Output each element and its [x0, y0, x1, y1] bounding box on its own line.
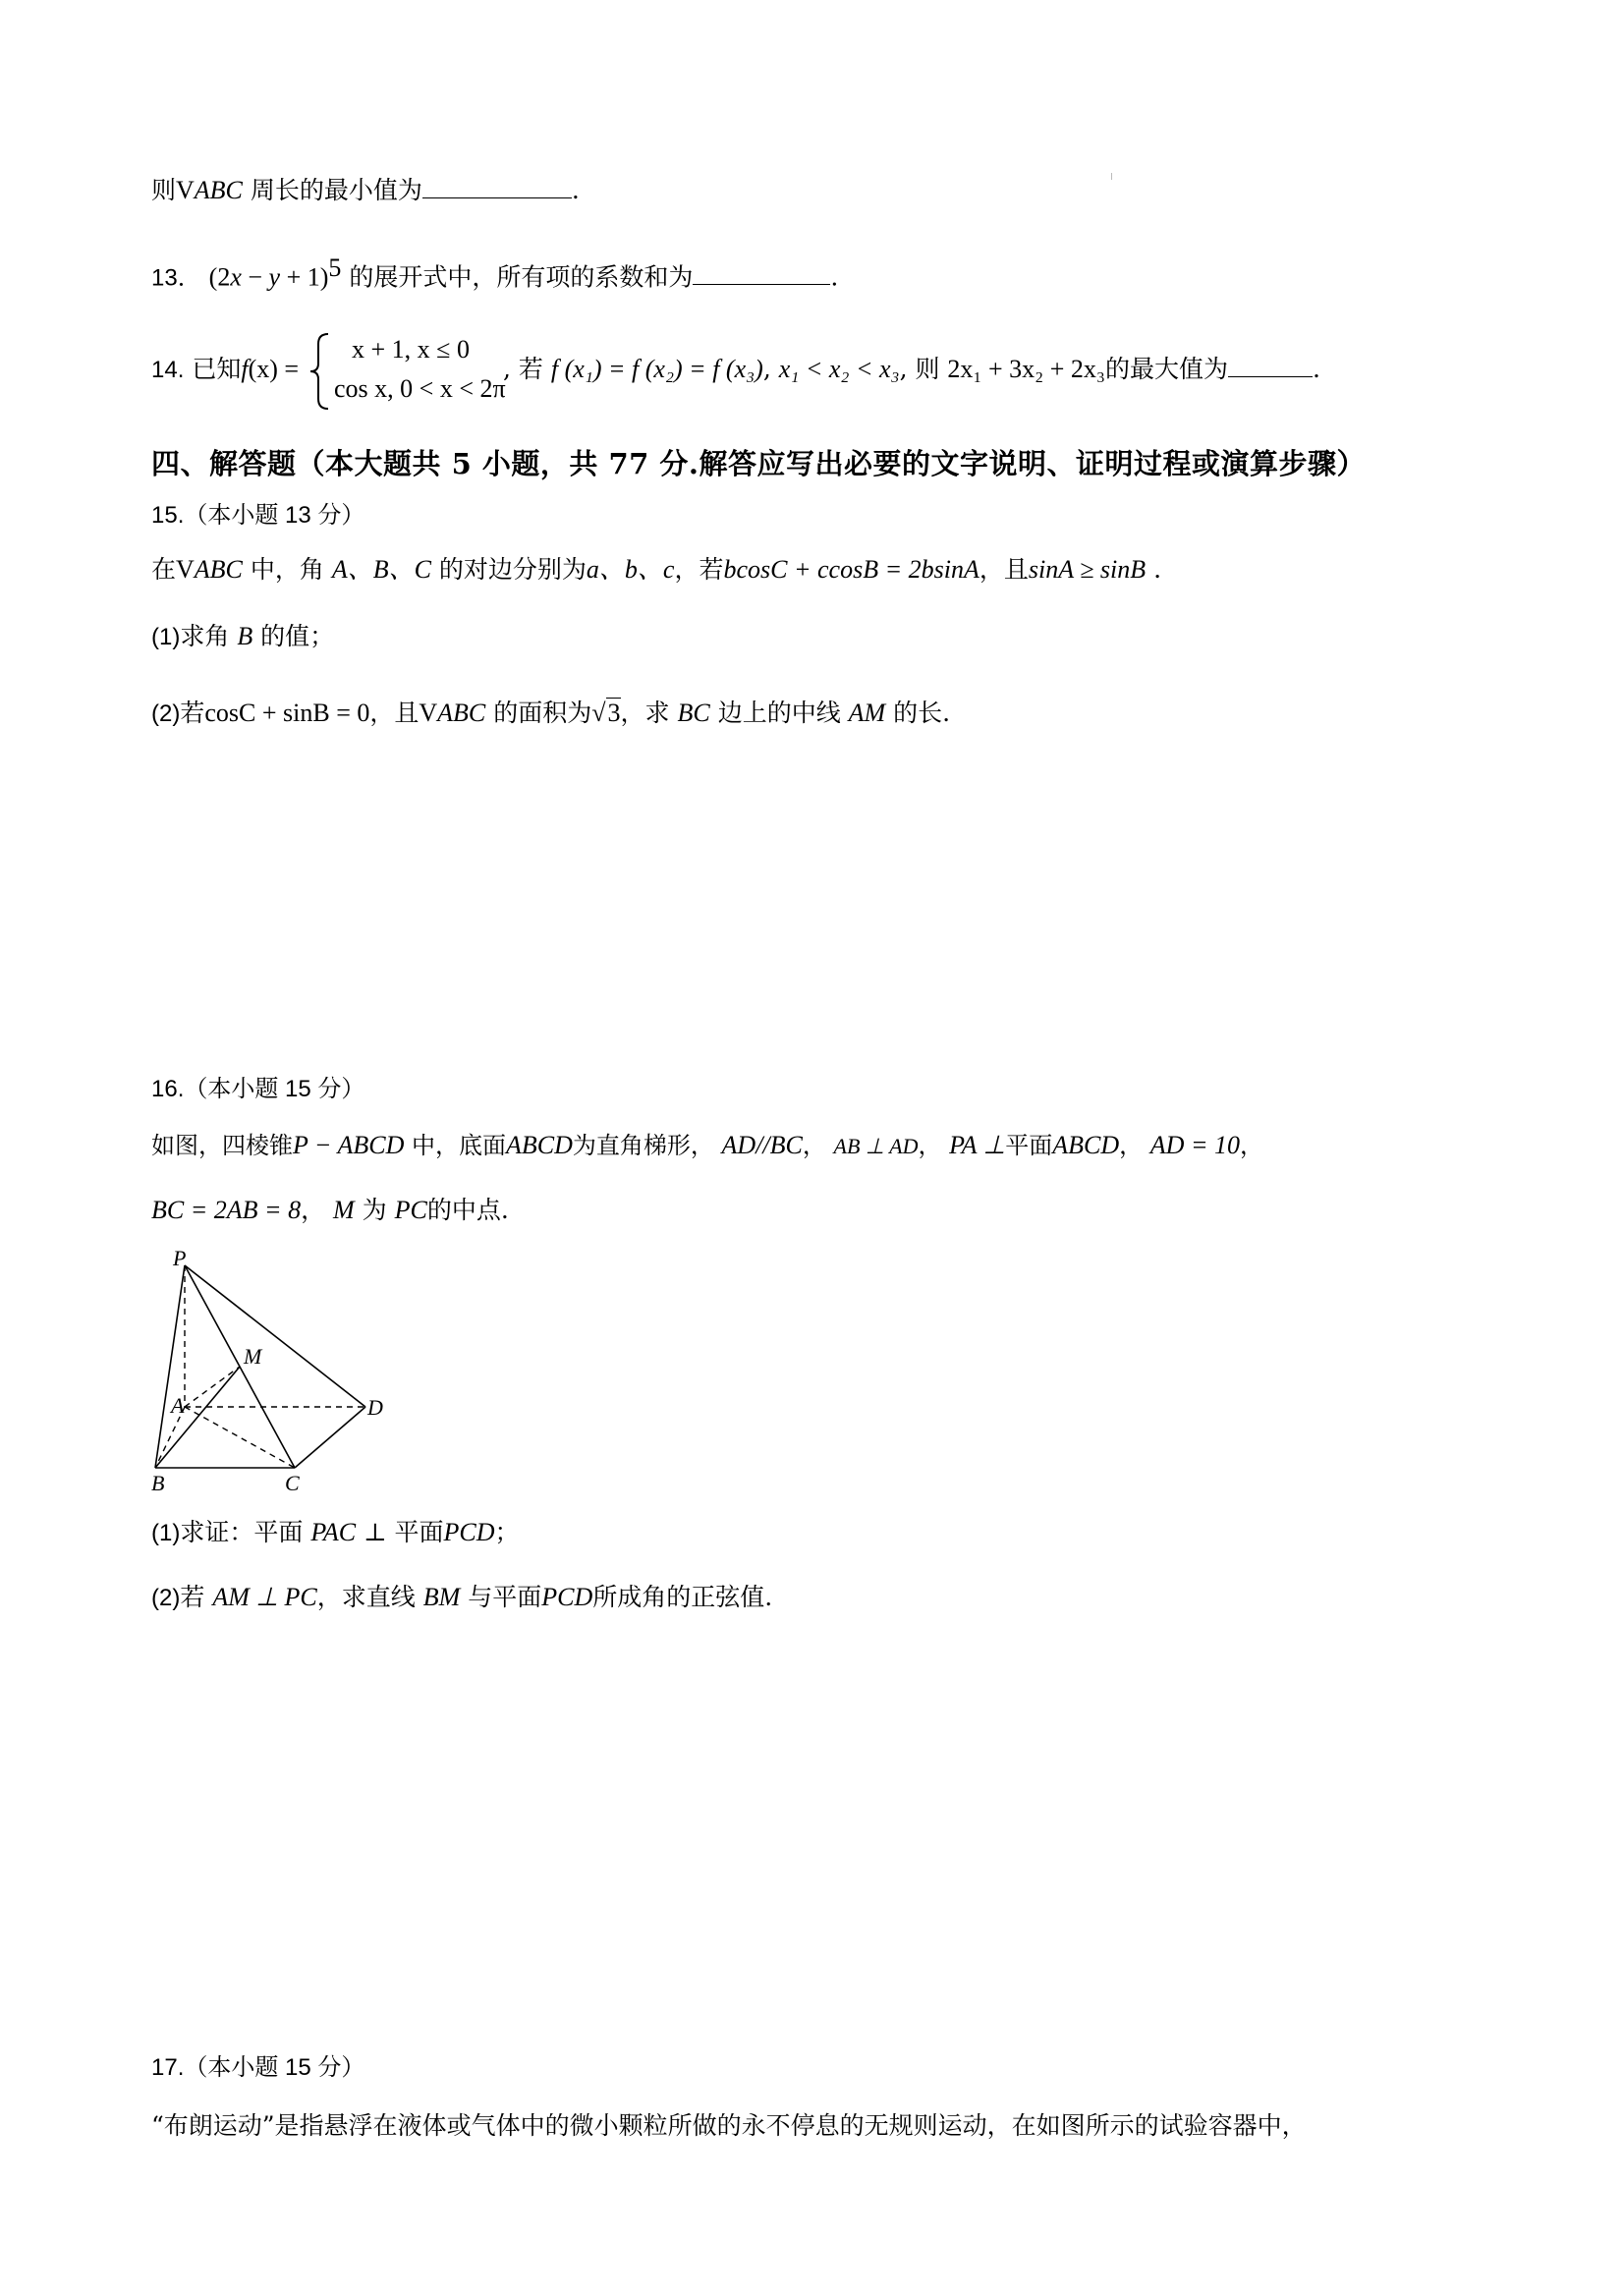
q12-answer-blank[interactable] [422, 174, 572, 198]
q16-p2-label: (2) [151, 1585, 181, 1611]
q16-pc: PC [394, 1196, 427, 1224]
q16-l2-b: 的中点. [426, 1196, 509, 1224]
q14-number: 14. [151, 357, 185, 383]
q16-head: 16.（本小题 15 分） [151, 1076, 365, 1102]
q14-answer-blank[interactable] [1228, 353, 1313, 377]
q15-p2-am: AM [848, 699, 886, 727]
q15-p2-triangle-name: ABC [437, 699, 486, 727]
label-b: B [151, 1471, 165, 1495]
q13-var-x: x [230, 262, 242, 292]
label-d: D [367, 1395, 383, 1420]
label-p: P [173, 1250, 187, 1270]
q15-head: 15.（本小题 13 分） [151, 502, 365, 529]
section-4-heading: 四、解答题（本大题共 5 小题，共 77 分.解答应写出必要的文字说明、证明过程或演算步骤） [151, 447, 1367, 480]
q16-p2-bm: BM [422, 1583, 461, 1611]
q14-equation: f (x₁) = f (x₂) = f (x₃) [550, 355, 763, 383]
q16-pa-perp: PA ⊥ [949, 1131, 1006, 1159]
q16-p1-c: ； [494, 1518, 520, 1546]
q15-heading [151, 497, 364, 533]
q16-plane-pcd: PCD [443, 1518, 495, 1546]
q15-p1-label: (1) [151, 624, 181, 650]
q15-p2-bc: BC [677, 699, 710, 727]
q14-line: 14. 已知f(x) = x + 1, x ≤ 0 cos x, 0 < x < 2π , 若 f (x₁) = f (x₂) = f (x₃), x₁ < x₂ < x₃, 则 2x₁ + 3x₂ + 2x₃的最大值为 . [151, 328, 1320, 413]
q15-p2-a: 若 [180, 699, 205, 727]
label-m: M [244, 1344, 262, 1369]
q15-angles: A、B、C [331, 555, 431, 584]
scan-mark [1111, 173, 1112, 180]
q13-exponent: 5 [328, 253, 342, 282]
edge-cd [295, 1407, 365, 1468]
segment-am-dashed [185, 1367, 240, 1407]
q14-case-1: x + 1, x ≤ 0 [352, 334, 470, 364]
q16-pyramid: P − ABCD [293, 1131, 405, 1159]
q16-p1-label: (1) [151, 1520, 181, 1546]
label-a: A [171, 1393, 185, 1418]
q15-stem-d: ，若 [674, 555, 724, 584]
q16-p2-c: 与平面 [468, 1583, 542, 1611]
q15-p2-b: ，且 [369, 699, 420, 727]
q16-p2-b: ，求直线 [316, 1583, 416, 1611]
q16-m: M [333, 1196, 355, 1224]
q13-answer-blank[interactable] [693, 260, 830, 285]
q13-plus-one: + 1) [280, 262, 329, 292]
q16-p2-pcd: PCD [541, 1583, 593, 1611]
q14-order: x₁ < x₂ < x₃ [778, 355, 900, 383]
q15-triangle-name: ABC [194, 555, 243, 584]
q12-text: 周长的最小值为 [250, 176, 422, 204]
brace-icon [307, 330, 332, 413]
pyramid-figure [147, 1250, 403, 1505]
q15-p2-sqrt: √3 [591, 699, 621, 727]
q16-base: ABCD [506, 1131, 573, 1159]
q13-var-y: y [268, 262, 281, 292]
q16-p1-a: 求证：平面 [180, 1518, 304, 1546]
q16-l1-b: 中，底面 [412, 1132, 507, 1159]
q16-perpendicular: AB ⊥ AD [833, 1134, 919, 1158]
q14-if: , 若 [503, 355, 543, 383]
q15-p1-c: 的值； [260, 622, 335, 650]
q14-lead: 已知 [192, 355, 242, 383]
q15-sides: a、b、c [586, 555, 675, 584]
q15-p2-f: 的长. [893, 699, 951, 727]
q16-heading [151, 1071, 364, 1107]
q15-end: . [1153, 555, 1162, 584]
q15-p2-label: (2) [151, 700, 181, 727]
q15-p2-e: 边上的中线 [717, 699, 841, 727]
q16-l2-a: 为 [362, 1196, 387, 1224]
q17-l1: “布朗运动”是指悬浮在液体或气体中的微小颗粒所做的永不停息的无规则运动，在如图所示的试验容器中， [151, 2111, 1307, 2140]
edge-pd [185, 1265, 365, 1407]
q15-inequality: sinA ≥ sinB [1028, 555, 1147, 584]
q15-part-2 [151, 696, 950, 732]
q16-l1-c: 为直角梯形， [572, 1132, 714, 1159]
q16-stem-line-1: 如图，四棱锥P − ABCD 中，底面ABCD为直角梯形， AD//BC， AB ⊥ AD， PA ⊥平面ABCD， AD = 10， [151, 1131, 1263, 1159]
q15-p2-d: ，求 [620, 699, 670, 727]
q15-p1-b: B [237, 622, 253, 650]
q15-stem-e: ，且 [979, 555, 1029, 584]
q15-stem [151, 552, 1161, 588]
q14-then: , 则 [899, 355, 940, 383]
q14-piecewise [307, 330, 506, 413]
q14-target: 2x₁ + 3x₂ + 2x₃ [947, 355, 1105, 383]
q13-text: 的展开式中，所有项的系数和为 [349, 262, 694, 292]
q16-parallel: AD//BC [721, 1131, 803, 1159]
q16-l1-a: 如图，四棱锥 [151, 1132, 293, 1159]
q13-minus: − [241, 262, 269, 292]
q15-triangle-symbol: V [176, 555, 195, 584]
q15-part-1 [151, 619, 334, 655]
q14-text: 的最大值为 [1104, 355, 1228, 383]
q15-equation: bcosC + ccosB = 2bsinA [723, 555, 979, 584]
q15-stem-b: 中，角 [250, 555, 324, 584]
q16-p2-d: 所成角的正弦值. [592, 1583, 773, 1611]
q12-triangle-symbol: V [176, 176, 195, 204]
q13-number: 13． [151, 264, 201, 292]
q17-stem-line-1 [151, 2108, 1307, 2144]
q16-part-2 [151, 1580, 772, 1616]
q16-stem-line-2: BC = 2AB = 8， M 为 PC的中点. [151, 1196, 509, 1224]
q12-tail-line [151, 173, 580, 208]
q16-p1-b: ⊥ 平面 [356, 1518, 444, 1546]
q13-expr-open: (2 [208, 262, 231, 292]
q12-end: . [571, 176, 580, 204]
q15-stem-a: 在 [151, 555, 177, 584]
q14-f-arg: (x) = [248, 355, 300, 383]
q16-plane-pac: PAC [310, 1518, 357, 1546]
q16-p2-equation: AM ⊥ PC [212, 1583, 317, 1611]
q16-base-2: ABCD [1052, 1131, 1120, 1159]
q16-l1-d: 平面 [1005, 1132, 1053, 1159]
q15-p2-c: 的面积为 [493, 699, 592, 727]
q15-p2-triangle-symbol: V [419, 699, 438, 727]
q12-prefix: 则 [151, 176, 177, 204]
q16-part-1 [151, 1515, 520, 1551]
label-c: C [285, 1471, 300, 1495]
q13-line [151, 251, 838, 296]
q13-end: . [830, 262, 839, 292]
q15-p2-sqrt-value: 3 [607, 699, 621, 727]
q17-head: 17.（本小题 15 分） [151, 2054, 365, 2081]
q14-end: . [1312, 355, 1320, 383]
q15-stem-c: 的对边分别为 [438, 555, 587, 584]
q12-triangle-name: ABC [194, 176, 243, 204]
q16-bc-length: BC = 2AB = 8 [151, 1196, 302, 1224]
q16-ad-length: AD = 10 [1149, 1131, 1240, 1159]
q15-p1-a: 求角 [180, 622, 230, 650]
q17-heading [151, 2049, 364, 2086]
q16-p2-a: 若 [180, 1583, 205, 1611]
q15-p2-equation: cosC + sinB = 0 [204, 699, 370, 727]
q14-case-2: cos x, 0 < x < 2π [334, 373, 506, 403]
q14-f: f [241, 355, 249, 383]
